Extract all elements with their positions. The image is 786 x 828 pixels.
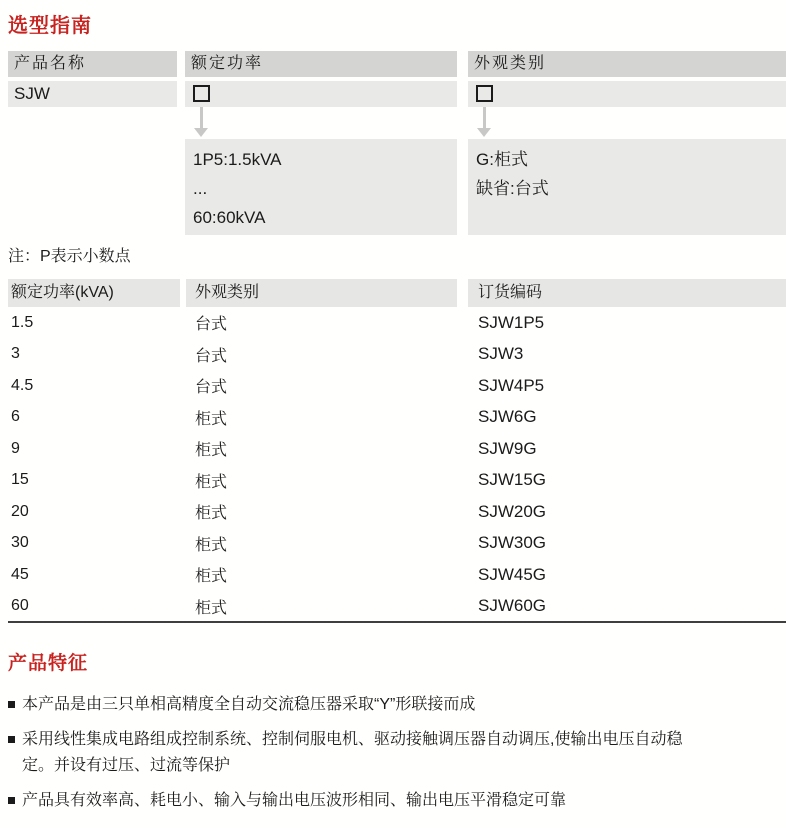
table-bottom-rule [8,621,786,623]
cell-rated-power: 60 [11,597,29,615]
placeholder-checkbox-icon [193,85,210,102]
bullet-square-icon [8,797,15,804]
table-row [8,528,786,560]
feature-text: 产品具有效率高、耗电小、输入与输出电压波形相同、输出电压平滑稳定可靠 [22,792,567,809]
option-line: 60:60kVA [193,208,266,227]
down-arrow-icon [194,128,208,137]
placeholder-checkbox-icon [476,85,493,102]
cell-rated-power: 4.5 [11,376,34,394]
col-header-rated-power: 额定功率(kVA) [8,279,180,307]
cell-appearance: 柜式 [195,505,228,523]
col-header-order-code: 订货编码 [468,279,786,307]
selector-value-product-name: SJW [8,81,177,107]
selector-header-rated-power: 额定功率 [185,51,457,77]
selector-value-appearance [468,81,786,107]
down-arrow-icon [483,107,486,129]
cell-appearance: 柜式 [195,410,228,428]
cell-order-code: SJW1P5 [478,312,545,332]
cell-rated-power: 20 [11,502,29,520]
option-line: G:柜式 [476,150,528,169]
cell-appearance: 柜式 [195,536,228,554]
cell-order-code: SJW9G [478,438,537,458]
table-row [8,307,786,339]
cell-appearance: 台式 [195,379,228,397]
selector-header-appearance: 外观类别 [468,51,786,77]
cell-appearance: 柜式 [195,442,228,460]
feature-item [8,788,784,814]
table-row [8,433,786,465]
col-header-appearance: 外观类别 [186,279,457,307]
feature-item [8,727,784,779]
cell-rated-power: 1.5 [11,313,34,331]
cell-order-code: SJW15G [478,470,547,490]
cell-order-code: SJW4P5 [478,375,545,395]
cell-rated-power: 15 [11,471,29,489]
appearance-options-box [468,139,786,235]
feature-text: 本产品是由三只单相高精度全自动交流稳压器采取“Y”形联接而成 [22,696,476,713]
order-code-table [8,279,786,622]
table-row [8,496,786,528]
cell-order-code: SJW30G [478,533,547,553]
cell-appearance: 柜式 [195,568,228,586]
cell-order-code: SJW60G [478,596,547,616]
selector-value-rated-power [185,81,457,107]
option-line: 缺省:台式 [476,179,549,198]
cell-rated-power: 45 [11,565,29,583]
cell-order-code: SJW3 [478,344,524,364]
decimal-point-note: 注：P表示小数点 [8,248,131,265]
table-row [8,370,786,402]
product-features-title: 产品特征 [8,653,89,674]
cell-rated-power: 3 [11,345,20,363]
order-table-body [8,307,786,622]
cell-rated-power: 6 [11,408,20,426]
selection-guide-title: 选型指南 [8,15,92,37]
selector-header-product-name: 产品名称 [8,51,177,77]
down-arrow-icon [200,107,203,129]
bullet-square-icon [8,736,15,743]
cell-order-code: SJW20G [478,501,547,521]
feature-text: 采用线性集成电路组成控制系统、控制伺服电机、驱动接触调压器自动调压,使输出电压自动稳定。并设有过压、过流等保护 [22,731,683,774]
feature-item [8,692,784,718]
cell-rated-power: 9 [11,439,20,457]
down-arrow-icon [477,128,491,137]
table-row [8,339,786,371]
cell-order-code: SJW45G [478,564,547,584]
table-row [8,465,786,497]
cell-order-code: SJW6G [478,407,537,427]
table-row [8,591,786,623]
option-line: ... [193,179,208,198]
rated-power-options-box [185,139,457,235]
table-header-row [8,279,786,307]
cell-appearance: 柜式 [195,599,228,617]
cell-appearance: 台式 [195,316,228,334]
cell-appearance: 柜式 [195,473,228,491]
option-line: 1P5:1.5kVA [193,150,282,169]
feature-list [8,692,784,823]
cell-appearance: 台式 [195,347,228,365]
table-row [8,402,786,434]
bullet-square-icon [8,701,15,708]
table-row [8,559,786,591]
cell-rated-power: 30 [11,534,29,552]
